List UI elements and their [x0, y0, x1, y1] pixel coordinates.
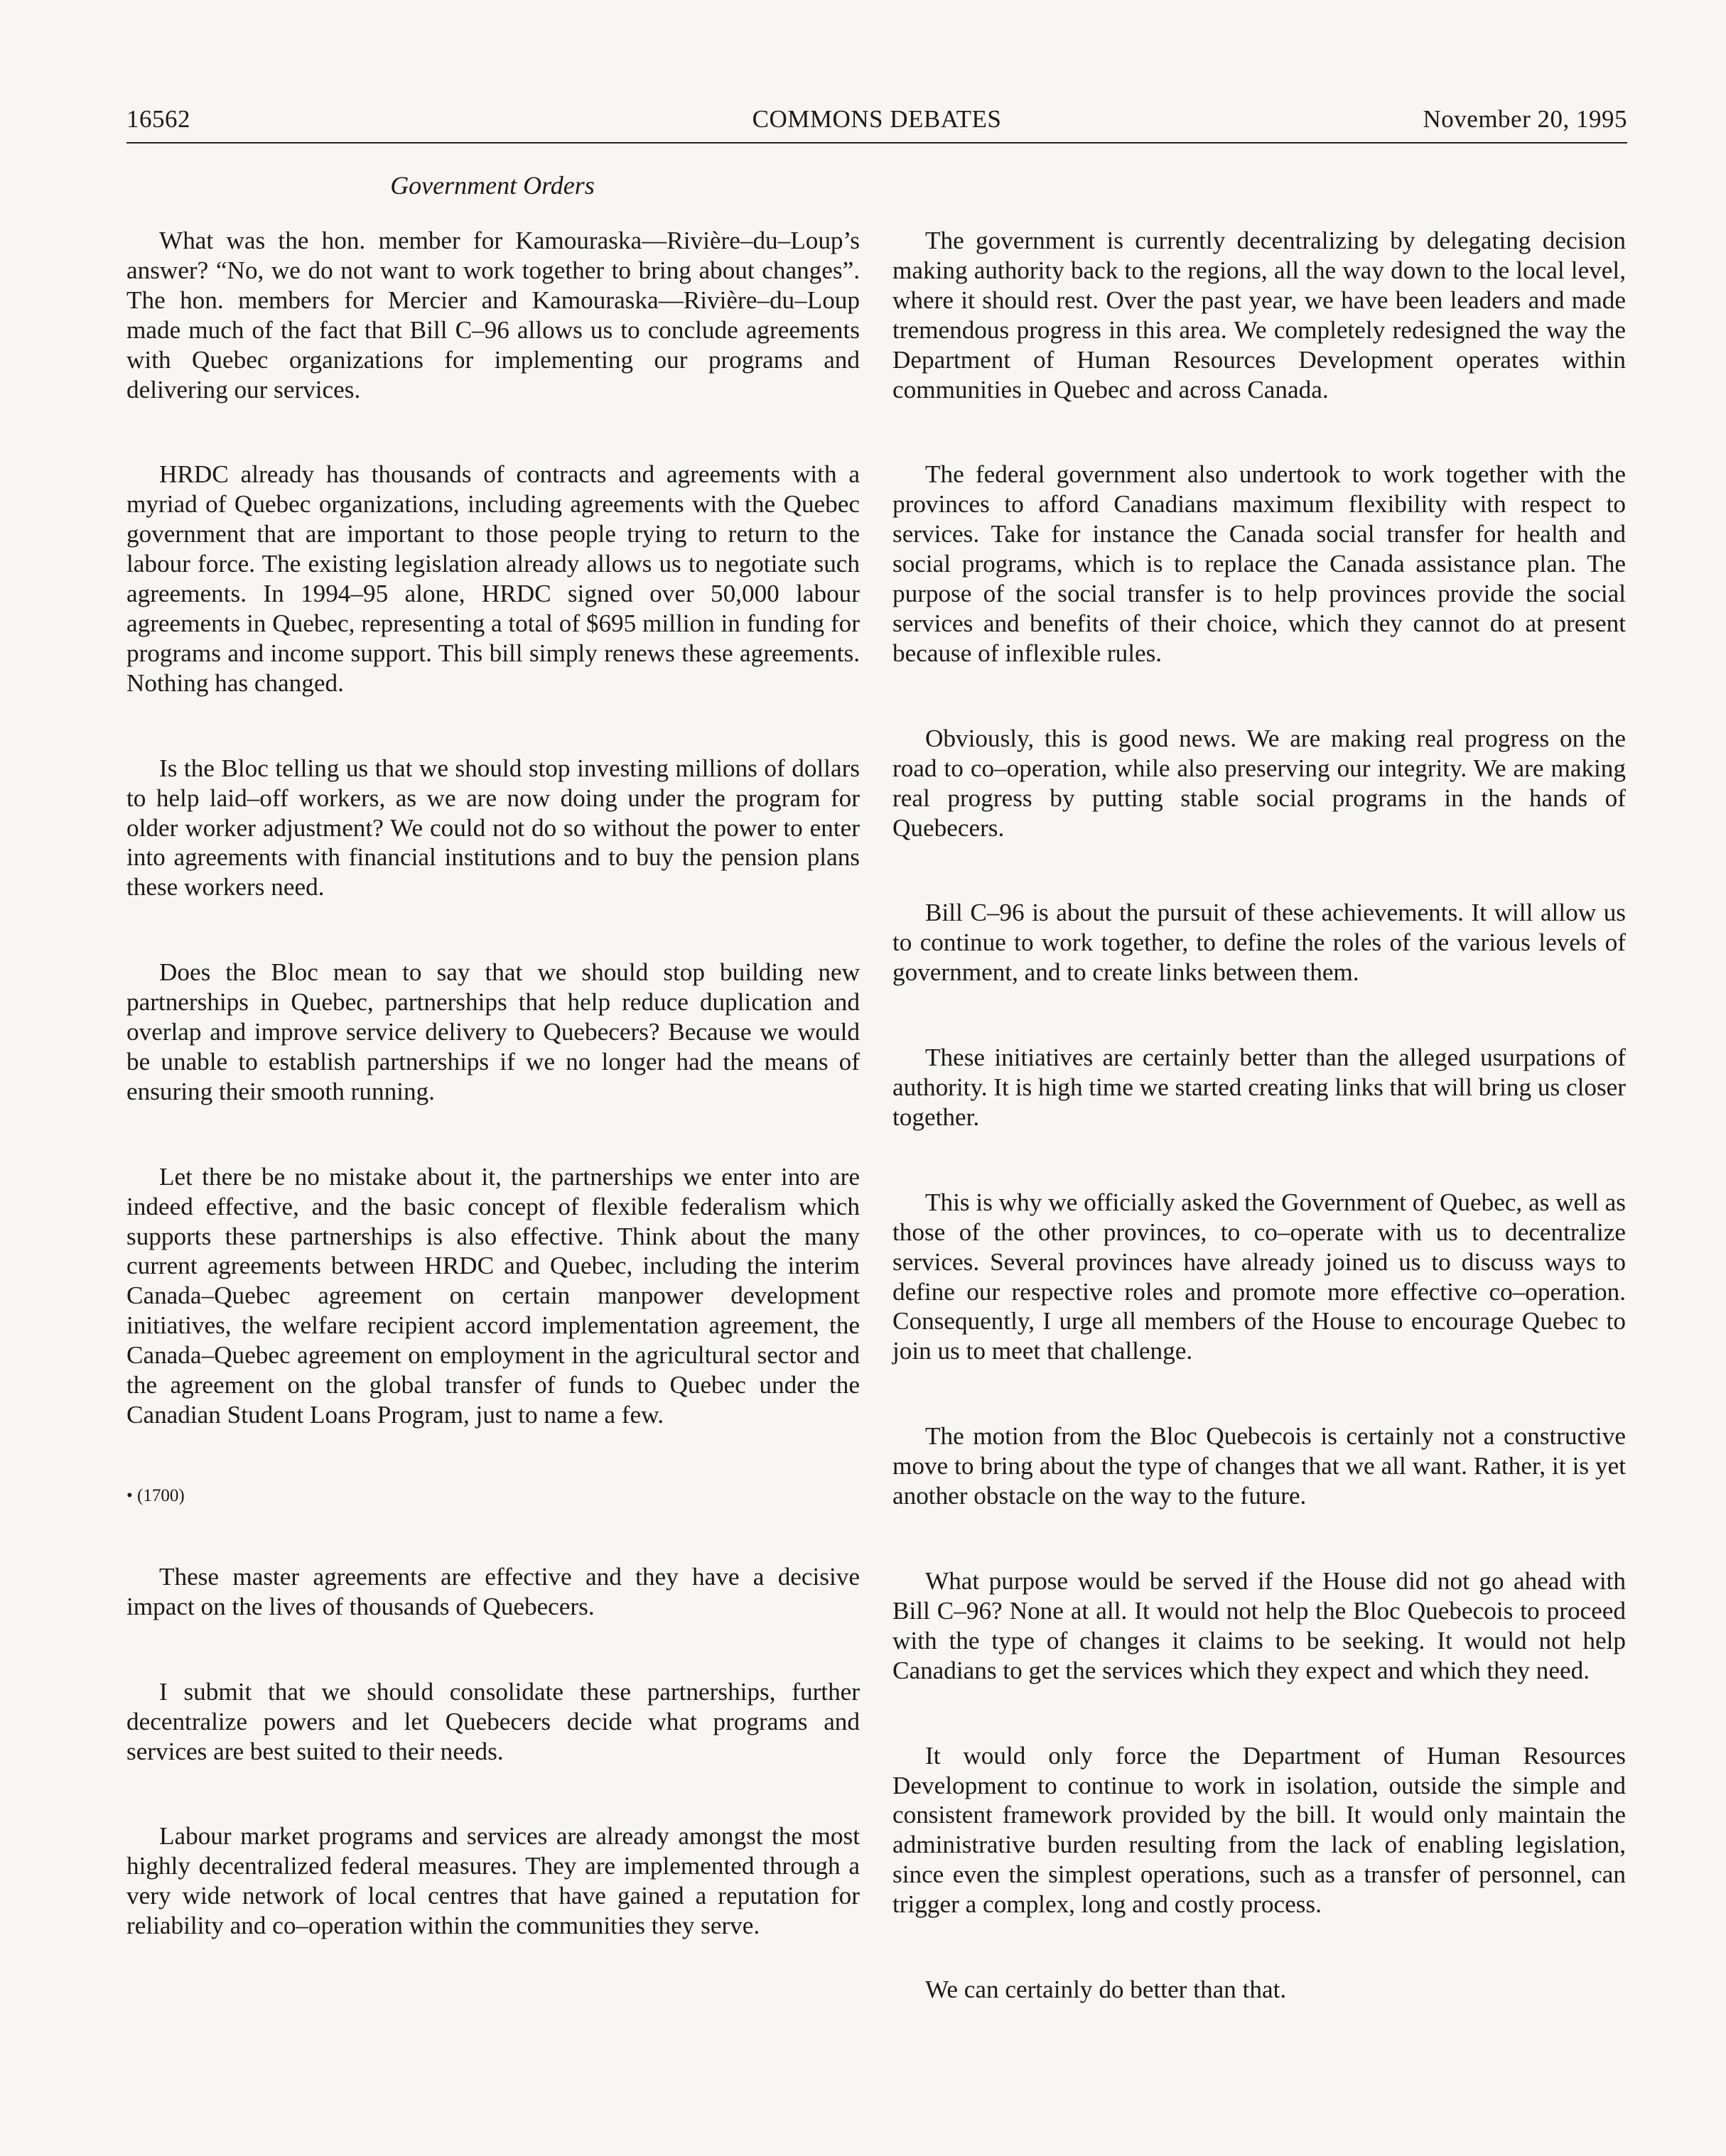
- paragraph: These master agreements are effective and they have a decisive impact on the lives of thousands of Quebecers.: [126, 1562, 860, 1620]
- header-divider: [126, 142, 1627, 143]
- publication-date: November 20, 1995: [1423, 105, 1627, 133]
- paragraph: I submit that we should consolidate these partnerships, further decentralize powers and let Quebecers decide what programs and services are best suited to their needs.: [126, 1677, 860, 1765]
- paragraph: Labour market programs and services are already amongst the most highly decentralized federal measures. They are implemented through a very wide network of local centres that have gained a reputation for reliability and co–operation within the communities they serve.: [126, 1822, 860, 1940]
- section-title: Government Orders: [390, 171, 595, 200]
- journal-title: COMMONS DEBATES: [752, 105, 1002, 133]
- paragraph: Does the Bloc mean to say that we should stop building new partnerships in Quebec, partnerships that help reduce duplication and overlap and improve service delivery to Quebecers? Because we would be unable to establish partnerships if we no longer had the means of ensuring their smooth running.: [126, 958, 860, 1105]
- paragraph: These initiatives are certainly better than the alleged usurpations of authority. It is high time we started creating links that will bring us closer together.: [892, 1044, 1626, 1131]
- paragraph: Is the Bloc telling us that we should stop investing millions of dollars to help laid–off workers, as we are now doing under the program for older worker adjustment? We could not do so without the power to enter into agreements with financial institutions and to buy the pension plans these workers need.: [126, 754, 860, 901]
- left-column: [126, 226, 860, 1996]
- page-number: 16562: [126, 105, 190, 133]
- paragraph: It would only force the Department of Human Resources Development to continue to work in isolation, outside the simple and consistent framework provided by the bill. It would only maintain the administrative burden resulting from the lack of enabling legislation, since even the simplest operations, such as a transfer of personnel, can trigger a complex, long and costly process.: [892, 1741, 1626, 1919]
- paragraph: HRDC already has thousands of contracts and agreements with a myriad of Quebec organizations, including agreements with the Quebec government that are important to those people trying to return to the labour force. The existing legislation already allows us to negotiate such agreements. In 1994–95 alone, HRDC signed over 50,000 labour agreements in Quebec, representing a total of $695 million in funding for programs and income support. This bill simply renews these agreements. Nothing has changed.: [126, 460, 860, 697]
- paragraph: The motion from the Bloc Quebecois is certainly not a constructive move to bring about the type of changes that we all want. Rather, it is yet another obstacle on the way to the future.: [892, 1422, 1626, 1510]
- paragraph: This is why we officially asked the Government of Quebec, as well as those of the other provinces, to co–operate with us to decentralize services. Several provinces have already joined us to discuss ways to define our respective roles and promote more effective co–operation. Consequently, I urge all members of the House to encourage Quebec to join us to meet that challenge.: [892, 1188, 1626, 1365]
- paragraph: What purpose would be served if the House did not go ahead with Bill C–96? None at all. It would not help the Bloc Quebecois to proceed with the type of changes it claims to be seeking. It would not help Canadians to get the services which they expect and which they need.: [892, 1567, 1626, 1684]
- right-column: [892, 226, 1626, 2060]
- paragraph: What was the hon. member for Kamouraska—Rivière–du–Loup’s answer? “No, we do not want to work together to bring about changes”. The hon. members for Mercier and Kamouraska—Rivière–du–Loup made much of the fact that Bill C–96 allows us to conclude agreements with Quebec organizations for implementing our programs and delivering our services.: [126, 227, 860, 403]
- paragraph: Let there be no mistake about it, the partnerships we enter into are indeed effective, and the basic concept of flexible federalism which supports these partnerships is also effective. Think about the many current agreements between HRDC and Quebec, including the interim Canada–Quebec agreement on certain manpower development initiatives, the welfare recipient accord implementation agreement, the Canada–Quebec agreement on employment in the agricultural sector and the agreement on the global transfer of funds to Quebec under the Canadian Student Loans Program, just to name a few.: [126, 1162, 860, 1429]
- paragraph: The government is currently decentralizing by delegating decision making authority back to the regions, all the way down to the local level, where it should rest. Over the past year, we have been leaders and made tremendous progress in this area. We completely redesigned the way the Department of Human Resources Development operates within communities in Quebec and across Canada.: [892, 227, 1626, 403]
- paragraph: We can certainly do better than that.: [925, 1976, 1287, 2004]
- paragraph: Bill C–96 is about the pursuit of these achievements. It will allow us to continue to work together, to define the roles of the various levels of government, and to create links between them.: [892, 899, 1626, 987]
- time-marker: • (1700): [126, 1485, 185, 1505]
- paragraph: The federal government also undertook to work together with the provinces to afford Canadians maximum flexibility with respect to services. Take for instance the Canada social transfer for health and social programs, which is to replace the Canada assistance plan. The purpose of the social transfer is to help provinces provide the social services and benefits of their choice, which they cannot do at present because of inflexible rules.: [892, 460, 1626, 667]
- page-header: [126, 99, 1627, 146]
- paragraph: Obviously, this is good news. We are making real progress on the road to co–operation, while also preserving our integrity. We are making real progress by putting stable social programs in the hands of Quebecers.: [892, 724, 1626, 842]
